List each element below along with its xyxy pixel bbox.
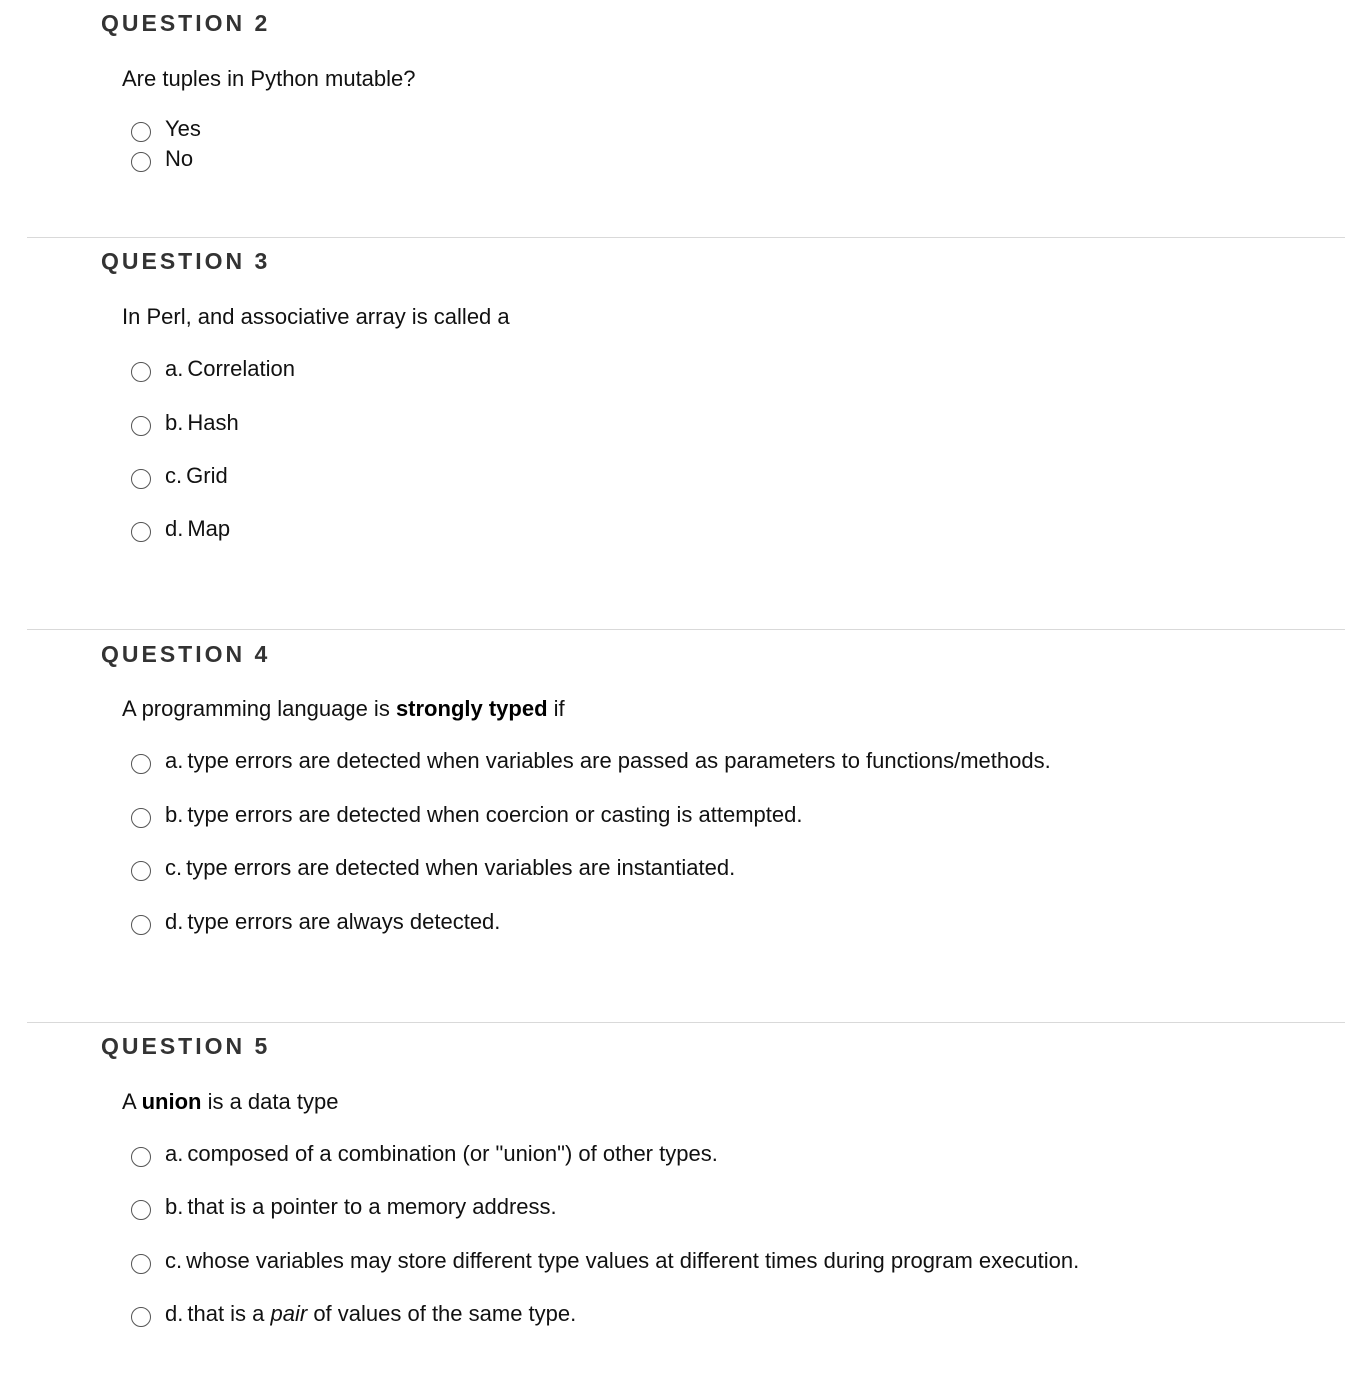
radio-button[interactable] <box>131 861 151 881</box>
option-letter: d. <box>165 1301 184 1326</box>
radio-button[interactable] <box>131 522 151 542</box>
option-c[interactable] <box>131 1246 1079 1276</box>
radio-button[interactable] <box>131 362 151 382</box>
prompt-bold-term: strongly typed <box>395 696 548 721</box>
option-text: whose variables may store different type values at different times during program execution. <box>186 1248 1080 1273</box>
option-letter: a. <box>165 1141 184 1166</box>
option-label <box>165 356 295 382</box>
option-label <box>165 855 735 881</box>
option-letter: c. <box>165 1248 183 1273</box>
radio-button[interactable] <box>131 808 151 828</box>
option-italic-term: pair <box>270 1301 308 1326</box>
option-label <box>165 1301 576 1327</box>
option-c[interactable] <box>131 461 228 491</box>
option-label <box>165 410 239 436</box>
option-letter: d. <box>165 909 184 934</box>
radio-button[interactable] <box>131 469 151 489</box>
option-text: that is a pointer to a memory address. <box>187 1194 557 1219</box>
option-b[interactable] <box>131 408 239 438</box>
radio-button[interactable] <box>131 915 151 935</box>
option-a[interactable] <box>131 1139 718 1169</box>
option-text: type errors are detected when variables are instantiated. <box>186 855 736 880</box>
option-label: Yes <box>165 116 201 141</box>
radio-button[interactable] <box>131 1200 151 1220</box>
option-text: type errors are detected when coercion or casting is attempted. <box>187 802 803 827</box>
option-text-part: of values of the same type. <box>307 1301 577 1326</box>
option-yes[interactable] <box>131 114 201 144</box>
option-label <box>165 1141 718 1167</box>
option-text: Grid <box>186 463 228 488</box>
option-label <box>165 1194 557 1220</box>
option-label <box>165 909 500 935</box>
radio-button[interactable] <box>131 122 151 142</box>
question-divider <box>27 629 1345 630</box>
question-divider <box>27 1022 1345 1023</box>
option-d[interactable] <box>131 514 230 544</box>
radio-button[interactable] <box>131 754 151 774</box>
prompt-text: is a data type <box>201 1089 339 1114</box>
question-heading: QUESTION 5 <box>101 1033 271 1059</box>
question-prompt: In Perl, and associative array is called a <box>122 304 510 329</box>
radio-button[interactable] <box>131 1307 151 1327</box>
option-text: Hash <box>187 410 239 435</box>
option-text: Correlation <box>187 356 295 381</box>
question-prompt <box>122 1089 338 1115</box>
option-letter: b. <box>165 410 184 435</box>
question-divider <box>27 237 1345 238</box>
option-label <box>165 516 230 542</box>
option-text: Map <box>187 516 231 541</box>
option-letter: c. <box>165 855 183 880</box>
radio-button[interactable] <box>131 416 151 436</box>
option-letter: a. <box>165 748 184 773</box>
radio-button[interactable] <box>131 1147 151 1167</box>
prompt-bold-term: union <box>141 1089 202 1114</box>
option-no[interactable] <box>131 144 193 174</box>
option-letter: a. <box>165 356 184 381</box>
option-text: composed of a combination (or "union") of other types. <box>187 1141 718 1166</box>
question-prompt <box>122 696 565 722</box>
option-label <box>165 802 802 828</box>
question-heading: QUESTION 3 <box>101 248 271 274</box>
option-text-part: that is a <box>187 1301 271 1326</box>
option-b[interactable] <box>131 1192 557 1222</box>
radio-button[interactable] <box>131 1254 151 1274</box>
option-text <box>187 1301 576 1326</box>
option-label <box>165 1248 1079 1274</box>
option-letter: d. <box>165 516 184 541</box>
option-c[interactable] <box>131 853 735 883</box>
option-d[interactable] <box>131 1299 576 1329</box>
option-letter: b. <box>165 802 184 827</box>
radio-button[interactable] <box>131 152 151 172</box>
option-a[interactable] <box>131 746 1051 776</box>
prompt-text: if <box>547 696 565 721</box>
option-label: No <box>165 146 194 171</box>
option-text: type errors are detected when variables are passed as parameters to functions/methods. <box>187 748 1051 773</box>
option-a[interactable] <box>131 354 295 384</box>
option-label <box>165 748 1051 774</box>
option-letter: c. <box>165 463 183 488</box>
option-d[interactable] <box>131 907 500 937</box>
question-heading: QUESTION 2 <box>101 10 271 36</box>
option-b[interactable] <box>131 800 802 830</box>
option-letter: b. <box>165 1194 184 1219</box>
option-label <box>165 463 228 489</box>
prompt-text: A programming language is <box>122 696 396 721</box>
question-prompt: Are tuples in Python mutable? <box>122 66 416 91</box>
question-heading: QUESTION 4 <box>101 641 271 667</box>
prompt-text: A <box>122 1089 142 1114</box>
option-text: type errors are always detected. <box>187 909 501 934</box>
